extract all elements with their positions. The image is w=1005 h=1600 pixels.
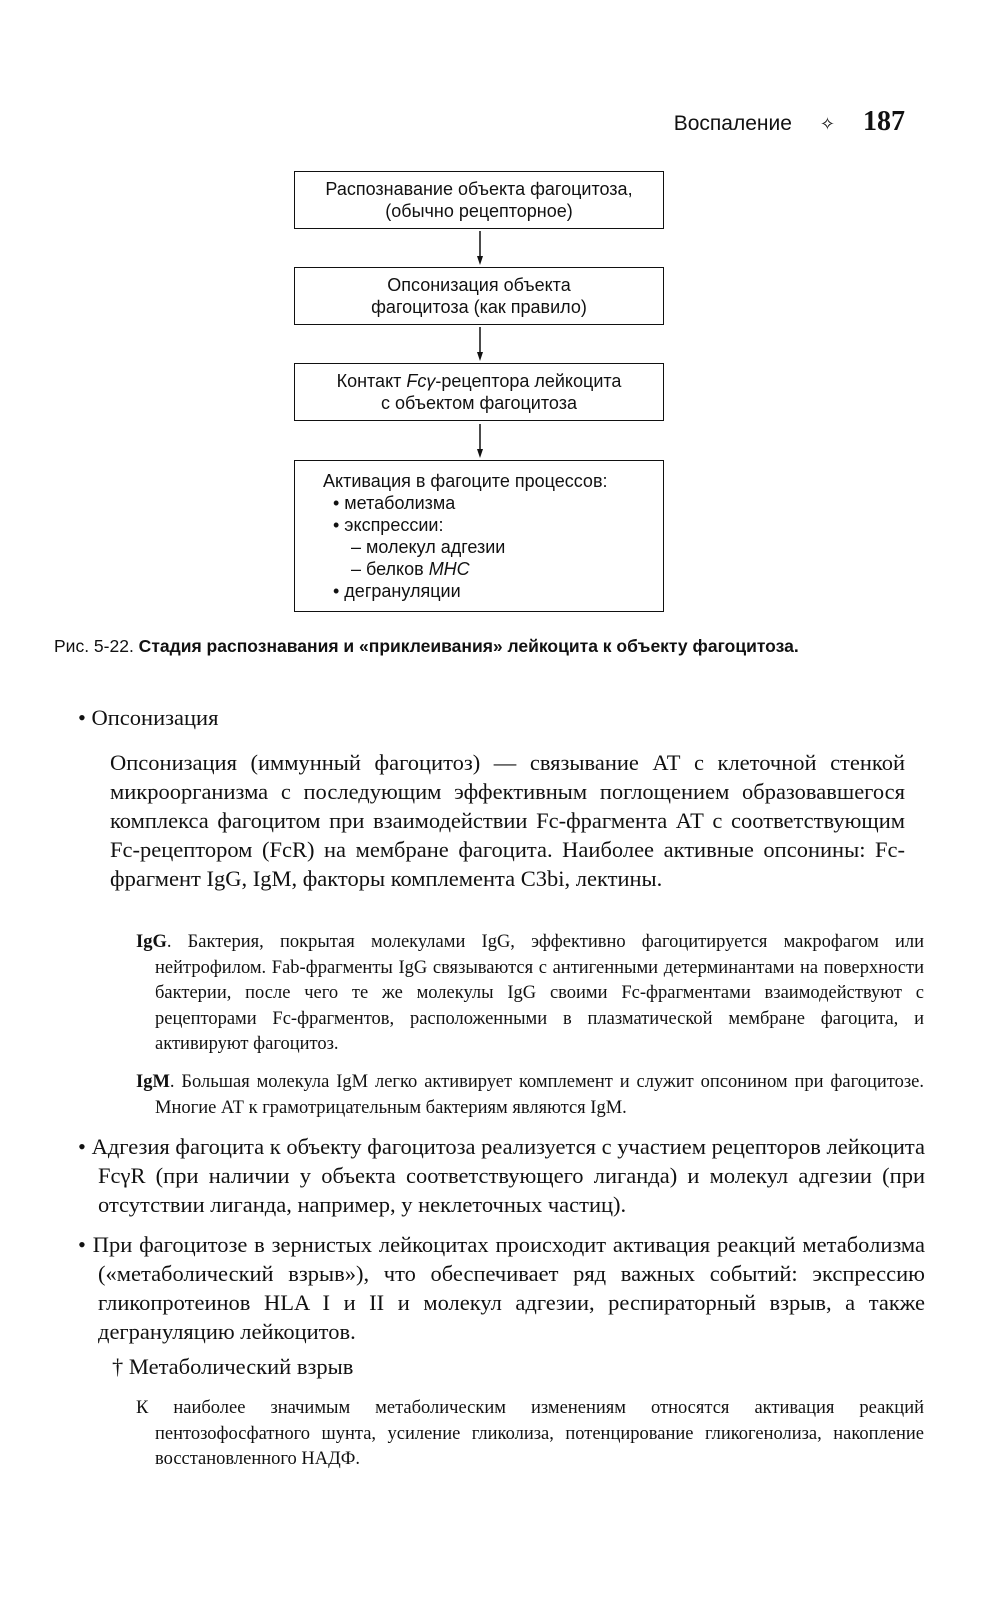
ornament-icon: ✧ (819, 114, 835, 135)
figure-caption-text: Стадия распознавания и «приклеивания» лейкоцита к объекту фагоцитоза. (133, 636, 799, 656)
box4-line3: • экспрессии: (333, 515, 444, 535)
paragraph-metabolism: • При фагоцитозе в зернистых лейкоцитах происходит активация реакций метаболизма («метаболический взрыв»), что обеспечивает ряд важных событий: экспрессию гликопротеинов HLA I и II и молекул адгезии, респираторный взрыв, а также дегрануляцию лейкоцитов. (78, 1232, 925, 1344)
box2-line1: Опсонизация объекта (387, 275, 571, 295)
paragraph-adhesion: • Адгезия фагоцита к объекту фагоцитоза реализуется с участием рецепторов лейкоцита FcγR (при наличии у объекта соответствующего лиганда) и молекул адгезии (при отсутствии лиганда, например, у неклеточных частиц). (78, 1134, 925, 1217)
figure-caption (54, 636, 954, 657)
igm-label: IgM (136, 1072, 170, 1092)
box4-line2: • метаболизма (333, 493, 456, 513)
page-number: 187 (863, 106, 905, 137)
flow-arrow-icon (477, 327, 483, 361)
figure-number: Рис. 5-22. (54, 636, 134, 656)
igg-label: IgG (136, 932, 167, 952)
box4-line1: Активация в фагоците процессов: (323, 471, 608, 491)
flow-arrow-icon (477, 424, 483, 458)
box3-line1: Контакт Fcγ-рецептора лейкоцита (336, 371, 622, 391)
flow-arrow-icon (477, 231, 483, 265)
paragraph-metabolic-burst: К наиболее значимым метаболическим изменениям относятся активация реакций пентозофосфатного шунта, усиление гликолиза, потенцирование гликогенолиза, накопление восстановленного НАДФ. (136, 1398, 924, 1469)
flowchart-box-recognition (294, 171, 664, 229)
box3-line2: с объектом фагоцитоза (381, 393, 577, 413)
bullet-heading-opsonization: • Опсонизация (78, 705, 219, 730)
paragraph-igg: IgG. Бактерия, покрытая молекулами IgG, эффективно фагоцитируется макрофагом или нейтрофилом. Fab-фрагменты IgG связываются с антигенными детерминантами на поверхности бактерии, после чего те же молекулы IgG своими Fc-фрагментами взаимодействуют с рецепторами Fc-фрагментов, расположенными в плазматической мембране фагоцита, и активируют фагоцитоз. (136, 932, 924, 1054)
box1-line2: (обычно рецепторное) (385, 201, 573, 221)
running-head: Воспаление (673, 112, 792, 135)
box2-line2: фагоцитоза (как правило) (371, 297, 587, 317)
paragraph-opsonization: Опсонизация (иммунный фагоцитоз) — связывание АТ с клеточной стенкой микроорганизма с последующим эффективным поглощением образовавшегося комплекса фагоцитом при взаимодействии Fc-фрагмента АТ с соответствующим Fc-рецептором (FcR) на мембране фагоцита. Наиболее активные опсонины: Fc-фрагмент IgG, IgM, факторы комплемента C3bi, лектины. (110, 750, 905, 891)
box4-line6: • дегрануляции (333, 581, 461, 601)
paragraph-igm: IgM. Большая молекула IgM легко активирует комплемент и служит опсонином при фагоцитозе. Многие АТ к грамотрицательным бактериям являются IgM. (136, 1072, 924, 1118)
flowchart-box-opsonization (294, 267, 664, 325)
flowchart-box-contact (294, 363, 664, 421)
box4-line5: – белков MHC (351, 559, 470, 579)
page-header (674, 106, 905, 138)
flowchart-box-activation (294, 460, 664, 612)
box1-line1: Распознавание объекта фагоцитоза, (325, 179, 633, 199)
box4-line4: – молекул адгезии (351, 537, 506, 557)
sub-heading-metabolic-burst: † Метаболический взрыв (112, 1354, 354, 1379)
